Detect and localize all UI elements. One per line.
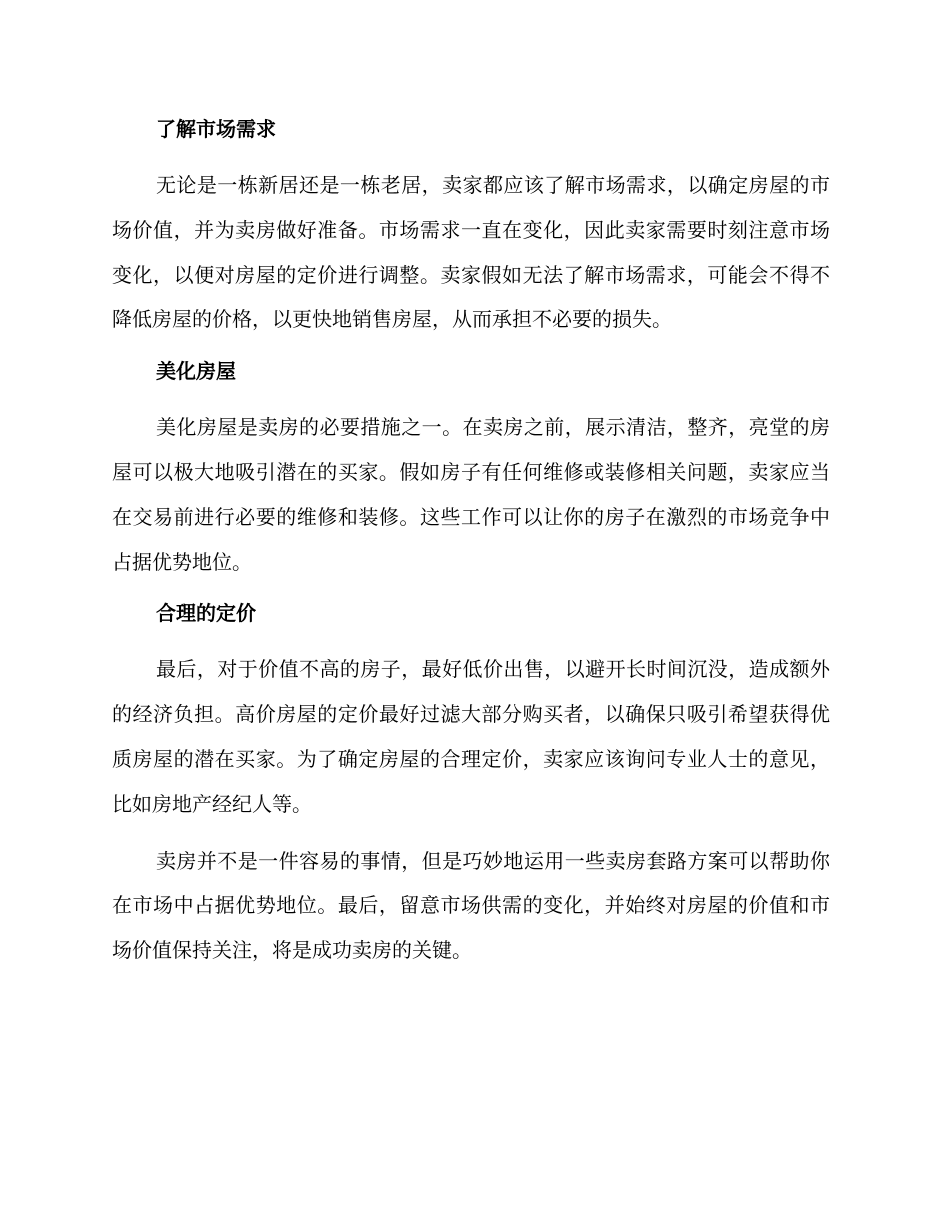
body-paragraph: 最后，对于价值不高的房子，最好低价出售，以避开长时间沉没，造成额外的经济负担。高价房屋的定价最好过滤大部分购买者，以确保只吸引希望获得优质房屋的潜在买家。为了确定房屋的合理定价，卖家应该询问专业人士的意见，比如房地产经纪人等。	[112, 657, 830, 816]
body-paragraph: 美化房屋是卖房的必要措施之一。在卖房之前，展示清洁，整齐，亮堂的房屋可以极大地吸引潜在的买家。假如房子有任何维修或装修相关问题，卖家应当在交易前进行必要的维修和装修。这些工作可以让你的房子在激烈的市场竞争中占据优势地位。	[112, 415, 830, 574]
section-beautify-house	[112, 354, 830, 584]
section-market-demand	[112, 112, 830, 342]
body-paragraph: 无论是一栋新居还是一栋老居，卖家都应该了解市场需求，以确定房屋的市场价值，并为卖房做好准备。市场需求一直在变化，因此卖家需要时刻注意市场变化，以便对房屋的定价进行调整。卖家假如无法了解市场需求，可能会不得不降低房屋的价格，以更快地销售房屋，从而承担不必要的损失。	[112, 173, 830, 332]
section-heading: 了解市场需求	[156, 117, 276, 141]
document-page	[112, 112, 830, 985]
section-heading: 合理的定价	[156, 601, 256, 626]
body-paragraph: 卖房并不是一件容易的事情，但是巧妙地运用一些卖房套路方案可以帮助你在市场中占据优势地位。最后，留意市场供需的变化，并始终对房屋的价值和市场价值保持关注，将是成功卖房的关键。	[112, 848, 830, 963]
section-heading: 美化房屋	[156, 359, 236, 384]
section-reasonable-pricing	[112, 596, 830, 973]
